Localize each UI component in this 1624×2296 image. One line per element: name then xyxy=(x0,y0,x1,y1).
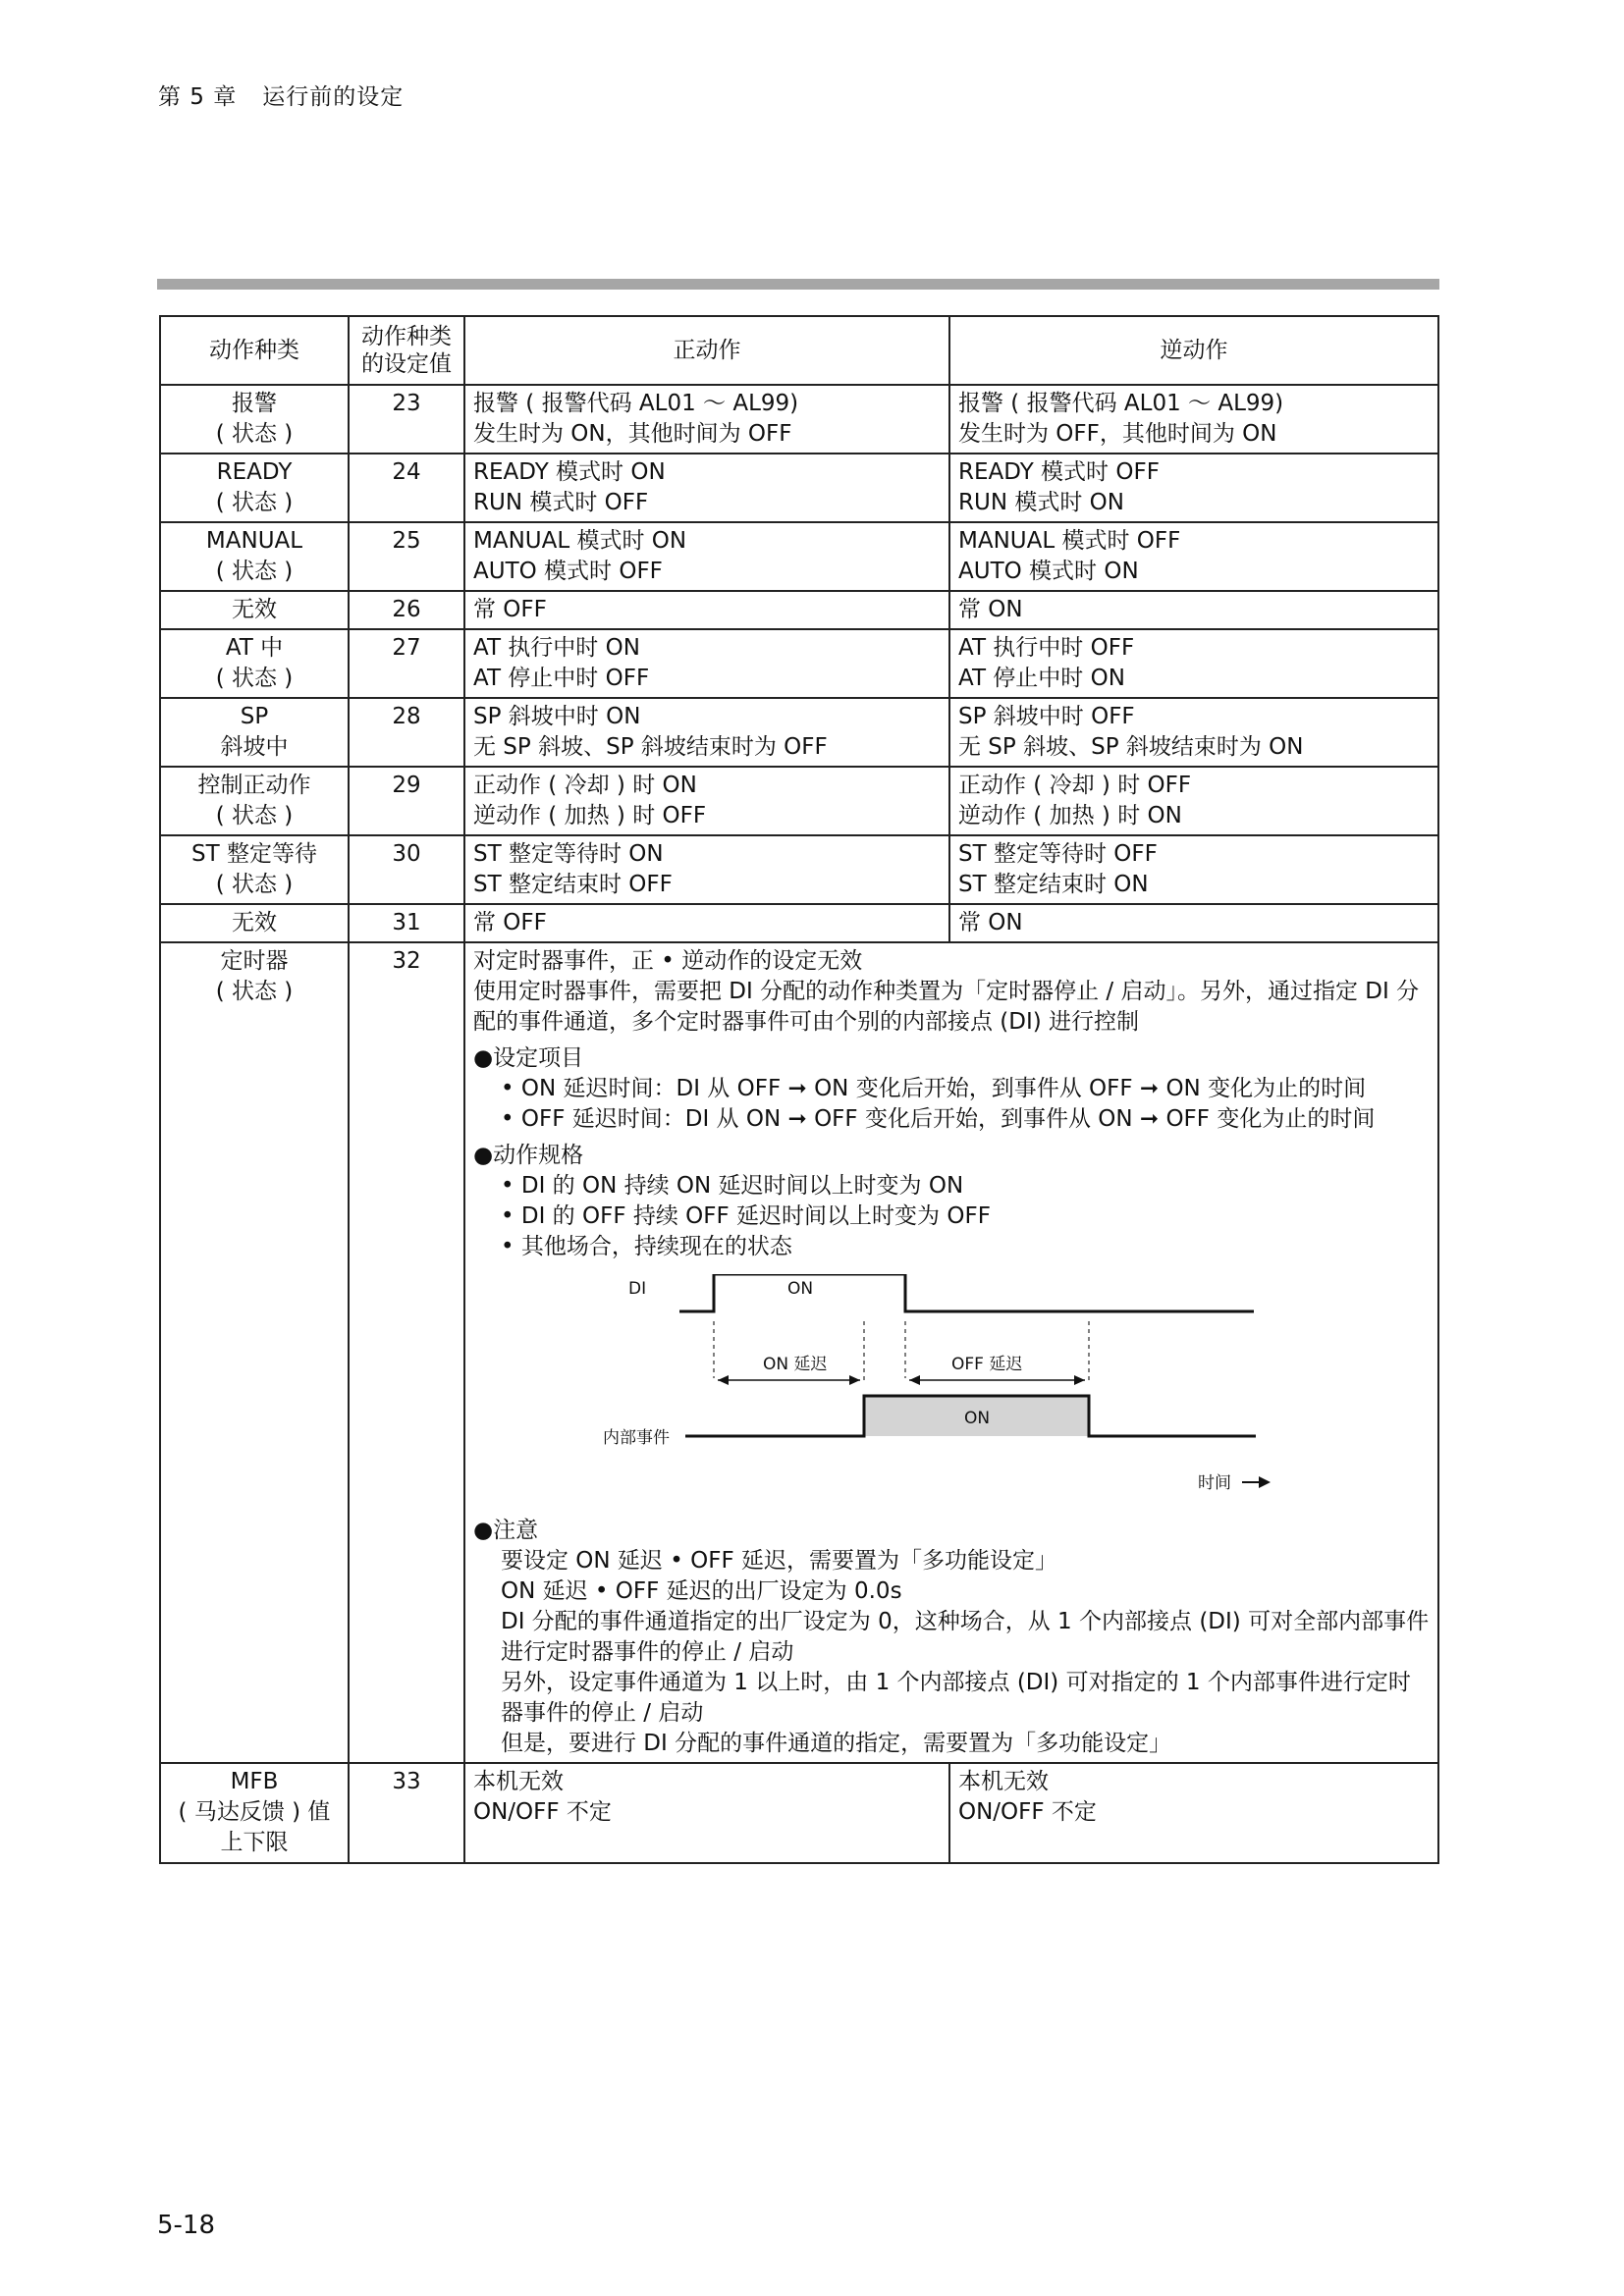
off-delay-arrowhead-left xyxy=(909,1375,920,1385)
timing-diagram xyxy=(473,1274,1357,1510)
kind-line: MANUAL xyxy=(205,528,303,554)
mfb-forward-cell xyxy=(464,1763,949,1863)
off-delay-arrowhead-right xyxy=(1074,1375,1085,1385)
kind-line: ( 状态 ) xyxy=(215,559,294,584)
note-item: 另外，设定事件通道为 1 以上时，由 1 个内部接点 (DI) 可对指定的 1 个内部事件进行定时 器事件的停止 / 启动 xyxy=(501,1670,1411,1726)
table-row xyxy=(160,385,1438,454)
setting-value: 24 xyxy=(392,459,421,485)
setting-value: 31 xyxy=(392,910,421,935)
forward-action-line: 无 SP 斜坡、SP 斜坡结束时为 OFF xyxy=(473,734,828,760)
forward-action-line: SP 斜坡中时 ON xyxy=(473,704,641,729)
di-signal-line xyxy=(679,1274,1254,1311)
mfb-kind-line: 上下限 xyxy=(220,1830,289,1855)
reverse-action-cell xyxy=(949,698,1438,767)
kind-line: ( 状态 ) xyxy=(215,421,294,447)
note-item: DI 分配的事件通道指定的出厂设定为 0，这种场合，从 1 个内部接点 (DI) 可对全部内部事件进行定时器事件的停止 / 启动 xyxy=(501,1609,1430,1665)
spec-item: • DI 的 ON 持续 ON 延迟时间以上时变为 ON xyxy=(501,1173,964,1199)
table-row xyxy=(160,629,1438,698)
table-row xyxy=(160,835,1438,904)
time-label: 时间 xyxy=(1198,1473,1231,1493)
value-cell xyxy=(349,698,464,767)
forward-action-line: AT 执行中时 ON xyxy=(473,635,640,661)
kind-line: 无效 xyxy=(232,910,277,935)
kind-cell xyxy=(160,835,349,904)
mfb-kind-line: MFB xyxy=(230,1769,279,1794)
timer-value-cell: 32 xyxy=(349,942,464,1763)
kind-cell xyxy=(160,629,349,698)
off-delay-label: OFF 延迟 xyxy=(951,1355,1023,1374)
forward-action-cell xyxy=(464,629,949,698)
forward-action-cell xyxy=(464,698,949,767)
header-kind: 动作种类 xyxy=(160,316,349,385)
forward-action-line: AT 停止中时 OFF xyxy=(473,666,650,691)
timer-description-cell xyxy=(464,942,1438,1763)
forward-action-line: READY 模式时 ON xyxy=(473,459,666,485)
section-rule xyxy=(157,279,1439,290)
mfb-value-cell: 33 xyxy=(349,1763,464,1863)
table-row-mfb xyxy=(160,1763,1438,1863)
action-type-table xyxy=(159,315,1439,1864)
forward-action-line: 正动作 ( 冷却 ) 时 ON xyxy=(473,773,697,798)
value-cell xyxy=(349,591,464,629)
reverse-action-line: 发生时为 OFF，其他时间为 ON xyxy=(958,421,1277,447)
reverse-action-line: 正动作 ( 冷却 ) 时 OFF xyxy=(958,773,1192,798)
reverse-action-cell xyxy=(949,835,1438,904)
settings-item: • OFF 延迟时间：DI 从 ON ➞ OFF 变化后开始，到事件从 ON ➞ OFF 变化为止的时间 xyxy=(501,1106,1376,1132)
timer-kind-line: 定时器 xyxy=(220,948,289,974)
reverse-action-line: AUTO 模式时 ON xyxy=(958,559,1139,584)
value-cell xyxy=(349,767,464,835)
forward-action-line: 报警 ( 报警代码 AL01 ～ AL99) xyxy=(473,391,799,416)
forward-action-line: MANUAL 模式时 ON xyxy=(473,528,687,554)
header-forward-action: 正动作 xyxy=(464,316,949,385)
kind-line: READY xyxy=(216,459,293,485)
di-label: DI xyxy=(628,1279,647,1299)
kind-line: ( 状态 ) xyxy=(215,803,294,828)
forward-action-cell xyxy=(464,385,949,454)
time-arrowhead xyxy=(1259,1476,1271,1488)
setting-value: 30 xyxy=(392,841,421,867)
reverse-action-line: AT 执行中时 OFF xyxy=(958,635,1135,661)
header-setting-value: 动作种类 的设定值 xyxy=(349,316,464,385)
chapter-number: 第 5 章 xyxy=(158,84,238,110)
table-row xyxy=(160,591,1438,629)
forward-action-line: AUTO 模式时 OFF xyxy=(473,559,663,584)
spec-item: • 其他场合，持续现在的状态 xyxy=(501,1234,792,1259)
forward-action-line: ST 整定等待时 ON xyxy=(473,841,664,867)
internal-event-label: 内部事件 xyxy=(603,1428,670,1448)
reverse-action-line: 常 ON xyxy=(958,597,1023,622)
on-delay-arrowhead-left xyxy=(718,1375,729,1385)
kind-line: SP xyxy=(240,704,269,729)
timer-intro: 对定时器事件，正 • 逆动作的设定无效 xyxy=(473,948,863,974)
table-row xyxy=(160,454,1438,522)
mfb-kind-cell xyxy=(160,1763,349,1863)
forward-action-line: 发生时为 ON，其他时间为 OFF xyxy=(473,421,792,447)
header-reverse-action: 逆动作 xyxy=(949,316,1438,385)
reverse-action-cell xyxy=(949,522,1438,591)
setting-value: 28 xyxy=(392,704,421,729)
reverse-action-line: AT 停止中时 ON xyxy=(958,666,1125,691)
reverse-action-cell xyxy=(949,629,1438,698)
mfb-forward-line: ON/OFF 不定 xyxy=(473,1799,612,1825)
mfb-reverse-line: 本机无效 xyxy=(958,1769,1049,1794)
page-number: 5-18 xyxy=(157,2211,216,2240)
reverse-action-line: 常 ON xyxy=(958,910,1023,935)
kind-cell xyxy=(160,904,349,942)
mfb-forward-line: 本机无效 xyxy=(473,1769,564,1794)
timer-kind-line: ( 状态 ) xyxy=(215,979,294,1004)
table-row-timer xyxy=(160,942,1438,1763)
table-row xyxy=(160,698,1438,767)
setting-value: 25 xyxy=(392,528,421,554)
settings-title: ●设定项目 xyxy=(473,1045,584,1071)
note-item: 但是，要进行 DI 分配的事件通道的指定，需要置为「多功能设定」 xyxy=(501,1731,1172,1756)
kind-line: ST 整定等待 xyxy=(191,841,317,867)
on-delay-label: ON 延迟 xyxy=(763,1355,828,1374)
reverse-action-line: MANUAL 模式时 OFF xyxy=(958,528,1181,554)
table-row xyxy=(160,904,1438,942)
kind-line: ( 状态 ) xyxy=(215,666,294,691)
spec-item: • DI 的 OFF 持续 OFF 延迟时间以上时变为 OFF xyxy=(501,1203,991,1229)
spec-title: ●动作规格 xyxy=(473,1143,584,1168)
event-on-label: ON xyxy=(964,1409,991,1428)
value-cell xyxy=(349,385,464,454)
reverse-action-line: RUN 模式时 ON xyxy=(958,490,1124,515)
forward-action-cell xyxy=(464,835,949,904)
kind-line: ( 状态 ) xyxy=(215,490,294,515)
forward-action-line: RUN 模式时 OFF xyxy=(473,490,649,515)
kind-line: 斜坡中 xyxy=(220,734,289,760)
forward-action-cell xyxy=(464,591,949,629)
on-delay-arrowhead-right xyxy=(849,1375,860,1385)
table-row xyxy=(160,767,1438,835)
value-cell xyxy=(349,454,464,522)
kind-cell xyxy=(160,522,349,591)
reverse-action-line: 逆动作 ( 加热 ) 时 ON xyxy=(958,803,1182,828)
kind-cell xyxy=(160,698,349,767)
timer-kind-cell xyxy=(160,942,349,1763)
table-header-row xyxy=(160,316,1438,385)
setting-value: 23 xyxy=(392,391,421,416)
forward-action-line: 常 OFF xyxy=(473,910,547,935)
kind-line: 控制正动作 xyxy=(197,773,311,798)
value-cell xyxy=(349,904,464,942)
note-item: 要设定 ON 延迟 • OFF 延迟，需要置为「多功能设定」 xyxy=(501,1548,1057,1574)
timer-paragraph: 使用定时器事件，需要把 DI 分配的动作种类置为「定时器停止 / 启动」。另外，通过指定 DI 分配的事件通道，多个定时器事件可由个别的内部接点 (DI) 进行控制 xyxy=(473,979,1420,1035)
kind-cell xyxy=(160,591,349,629)
reverse-action-cell xyxy=(949,904,1438,942)
forward-action-cell xyxy=(464,454,949,522)
note-title: ●注意 xyxy=(473,1518,539,1543)
kind-line: ( 状态 ) xyxy=(215,872,294,897)
settings-item: • ON 延迟时间：DI 从 OFF ➞ ON 变化后开始，到事件从 OFF ➞ ON 变化为止的时间 xyxy=(501,1076,1367,1101)
mfb-reverse-line: ON/OFF 不定 xyxy=(958,1799,1097,1825)
kind-cell xyxy=(160,767,349,835)
forward-action-cell xyxy=(464,522,949,591)
mfb-kind-line: ( 马达反馈 ) 值 xyxy=(178,1799,331,1825)
kind-line: 无效 xyxy=(232,597,277,622)
reverse-action-line: ST 整定结束时 ON xyxy=(958,872,1149,897)
forward-action-line: ST 整定结束时 OFF xyxy=(473,872,673,897)
reverse-action-line: READY 模式时 OFF xyxy=(958,459,1160,485)
reverse-action-cell xyxy=(949,385,1438,454)
reverse-action-line: SP 斜坡中时 OFF xyxy=(958,704,1135,729)
note-item: ON 延迟 • OFF 延迟的出厂设定为 0.0s xyxy=(501,1578,902,1604)
value-cell xyxy=(349,629,464,698)
forward-action-cell xyxy=(464,767,949,835)
reverse-action-line: 无 SP 斜坡、SP 斜坡结束时为 ON xyxy=(958,734,1304,760)
di-on-label: ON xyxy=(787,1279,814,1299)
kind-line: AT 中 xyxy=(225,635,284,661)
mfb-reverse-cell xyxy=(949,1763,1438,1863)
kind-cell xyxy=(160,454,349,522)
kind-cell xyxy=(160,385,349,454)
value-cell xyxy=(349,835,464,904)
chapter-title: 运行前的设定 xyxy=(262,84,405,110)
kind-line: 报警 xyxy=(232,391,277,416)
reverse-action-line: 报警 ( 报警代码 AL01 ～ AL99) xyxy=(958,391,1284,416)
table-row xyxy=(160,522,1438,591)
reverse-action-cell xyxy=(949,591,1438,629)
forward-action-line: 逆动作 ( 加热 ) 时 OFF xyxy=(473,803,707,828)
forward-action-line: 常 OFF xyxy=(473,597,547,622)
value-cell xyxy=(349,522,464,591)
setting-value: 29 xyxy=(392,773,421,798)
reverse-action-line: ST 整定等待时 OFF xyxy=(958,841,1158,867)
chapter-heading xyxy=(158,79,404,111)
reverse-action-cell xyxy=(949,767,1438,835)
forward-action-cell xyxy=(464,904,949,942)
reverse-action-cell xyxy=(949,454,1438,522)
setting-value: 26 xyxy=(392,597,421,622)
setting-value: 27 xyxy=(392,635,421,661)
